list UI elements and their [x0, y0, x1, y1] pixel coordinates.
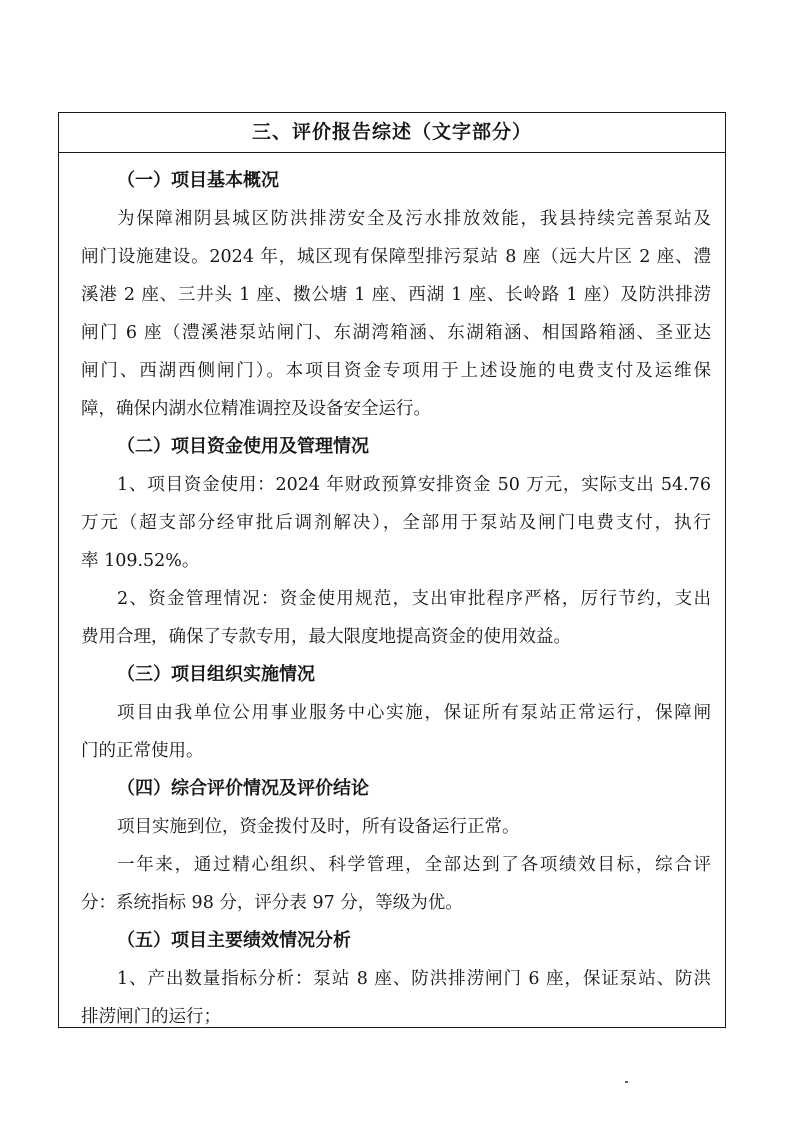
heading-project-overview: （一）项目基本概况 — [117, 170, 279, 191]
paragraph-line: 门的正常使用。 — [81, 741, 204, 761]
paragraph-line: 为保障湘阴县城区防洪排涝安全及污水排放效能，我县持续完善泵站及 — [117, 209, 711, 229]
report-frame — [58, 112, 726, 1028]
scan-speck — [625, 1081, 628, 1083]
paragraph-line: 1、项目资金使用：2024 年财政预算安排资金 50 万元，实际支出 54.76 — [117, 475, 711, 495]
paragraph-line: 项目实施到位，资金拨付及时，所有设备运行正常。 — [117, 817, 520, 837]
heading-performance-analysis: （五）项目主要绩效情况分析 — [117, 930, 351, 951]
paragraph-line: 溪港 2 座、三井头 1 座、擞公塘 1 座、西湖 1 座、长岭路 1 座）及防洪排涝 — [81, 285, 711, 305]
section-title: 三、评价报告综述（文字部分） — [59, 113, 725, 153]
heading-implementation: （三）项目组织实施情况 — [117, 664, 315, 685]
paragraph-line: 1、产出数量指标分析：泵站 8 座、防洪排涝闸门 6 座，保证泵站、防洪 — [117, 969, 711, 989]
paragraph-line: 一年来，通过精心组织、科学管理，全部达到了各项绩效目标，综合评 — [117, 855, 711, 875]
heading-evaluation-conclusion: （四）综合评价情况及评价结论 — [117, 778, 369, 799]
heading-fund-usage: （二）项目资金使用及管理情况 — [117, 436, 369, 457]
paragraph-line: 闸门、西湖西侧闸门）。本项目资金专项用于上述设施的电费支付及运维保 — [81, 361, 711, 381]
paragraph-line: 分：系统指标 98 分，评分表 97 分，等级为优。 — [81, 893, 463, 913]
paragraph-line: 2、资金管理情况：资金使用规范，支出审批程序严格，厉行节约，支出 — [117, 589, 711, 609]
paragraph-line: 万元（超支部分经审批后调剂解决），全部用于泵站及闸门电费支付，执行 — [81, 513, 711, 533]
paragraph-line: 费用合理，确保了专款专用，最大限度地提高资金的使用效益。 — [81, 627, 571, 647]
paragraph-line: 障，确保内湖水位精准调控及设备安全运行。 — [81, 399, 431, 419]
paragraph-line: 闸门设施建设。2024 年，城区现有保障型排污泵站 8 座（远大片区 2 座、澧 — [81, 247, 711, 267]
paragraph-line: 率 109.52%。 — [81, 551, 200, 571]
paragraph-line: 排涝闸门的运行； — [81, 1007, 221, 1027]
paragraph-line: 项目由我单位公用事业服务中心实施，保证所有泵站正常运行，保障闸 — [117, 703, 711, 723]
paragraph-line: 闸门 6 座（澧溪港泵站闸门、东湖湾箱涵、东湖箱涵、相国路箱涵、圣亚达 — [81, 323, 711, 343]
